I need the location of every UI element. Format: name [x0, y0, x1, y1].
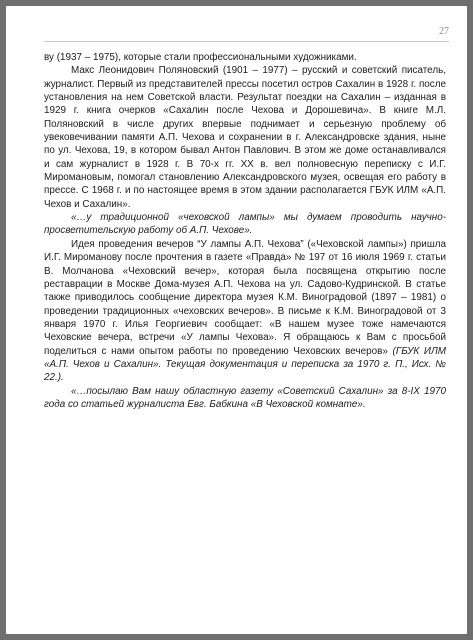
archive-citation: (ГБУК ИЛМ «А.П. Чехов и Сахалин». Текущая документация и переписка за 1970 г. П., Исх. № 22.).	[44, 345, 446, 384]
paragraph-lamp-evenings-text: Идея проведения вечеров “У лампы А.П. Чехова” («Чеховской лампы») пришла И.Г. Мироманову после прочтения в газете «Правда» № 197 от 16 июля 1969 г. статьи В. Молчанова «Чеховский вечер», которая была посвящена открытию после реставрации в Москве Дома-музея А.П. Чехова на ул. Садово-Кудринской. В статье также приводилось сообщение директора музея К.М. Виноградовой (1897 – 1981) о проведении традиционных «чеховских вечеров». В письме к К.М. Виноградовой от 3 января 1970 г. Илья Георгиевич сообщает: «В нашем музее тоже намечаются Чеховские вечера, встречи «У лампы Чехова». Я обращаюсь к Вам с просьбой поделиться с нами опытом работы по проведению Чеховских вечеров»	[44, 238, 446, 357]
paragraph-lamp-evenings	[44, 238, 446, 385]
page-number: 27	[439, 26, 449, 37]
quote-newspaper: «…посылаю Вам нашу областную газету «Советский Сахалин» за 8-IX 1970 года со статьей журналиста Евг. Бабкина «В Чеховской комнате».	[44, 385, 446, 410]
quote-chekhov-lamp: «…у традиционной «чеховской лампы» мы думаем проводить научно-просветительскую работу об А.П. Чехове».	[44, 212, 446, 237]
paragraph-polyanovsky: Макс Леонидович Поляновский (1901 – 1977) – русский и советский писатель, журналист. Первый из представителей прессы посетил остров Сахалин в 1928 г. после установления на нем Советской власти. Результат поездки на Сахалин – изданная в 1929 г. книга очерков «Сахалин после Чехова и Дорошевича». В книге М.Л. Поляновский в числе других впервые поднимает и серьезную проблему об увековечивании памяти А.П. Чехова и сохранении в г. Александровске здания, ныне по ул. Чехова, 19, в котором бывал Антон Павлович. В этом же доме останавливался и сам журналист в 1928 г. В 70-х гг. XX в. вел полновесную переписку с И.Г. Миромановым, помогал становлению Александровского музея, освещая его работу в прессе. С 1968 г. и по настоящее время в этом здании располагается ГБУК ИЛМ «А.П. Чехов и Сахалин».	[44, 65, 446, 210]
header-rule	[44, 41, 449, 42]
paragraph-continuation: ву (1937 – 1975), которые стали профессиональными художниками.	[44, 52, 357, 63]
document-page	[6, 6, 467, 634]
body-text	[44, 51, 446, 411]
